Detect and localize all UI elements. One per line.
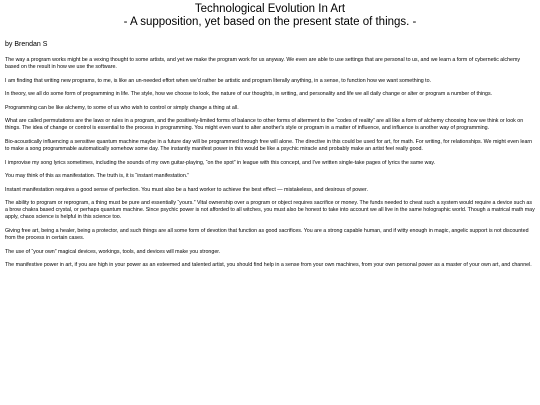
paragraph-12: The use of “your own” magical devices, workings, tools, and devices will make you stronger.	[5, 248, 221, 255]
paragraph-3: In theory, we all do some form of programming in life. The style, how we choose to look, the nature of our thoughts, in writing, and personality and life we all daily change or alter or program a number of things.	[5, 91, 493, 98]
author-byline: by Brendan S	[5, 41, 48, 48]
paragraph-2: I am finding that writing new programs, to me, is like an un-needed effort when we'd rather be artistic and program literally anything, in a sense, to function how we want something to.	[5, 77, 432, 84]
page-title: Technological Evolution In Art	[194, 3, 346, 15]
paragraph-5: What are called permutations are the laws or rules in a program, and the positively-limited forms of balance to other forms of alterment to the “codes of reality” are all like a form of alchemy choosing how we think or look on things. The idea of change or control is essential to the process in programming. You might even want to alter another's style or program in a matter of influence, and influence is another way of programming.	[5, 118, 524, 132]
paragraph-9: Instant manifestation requires a good sense of perfection. You must also be a hard worker to achieve the best effect — mistakeless, and desirous of power.	[5, 186, 368, 193]
paragraph-13: The manifestive power in art, if you are high in your power as an esteemed and talented artist, you should find help in a sense from your own machines, from your own personal power as a master of your own art, and channel.	[5, 262, 532, 269]
page-subtitle: - A supposition, yet based on the present state of things. -	[123, 16, 417, 28]
paragraph-6: Bio-acoustically influencing a sensitive quantum machine maybe in a future day will be programmed through free will alone. The directive in this could be used for art, for math. For writing, for relationships. We might even learn to make a song programmable automatically somehow some day. The instantly manifest power in this would be like a psychic miracle and probably make an artist feel really good.	[5, 138, 533, 152]
paragraph-4: Programming can be like alchemy, to some of us who wish to control or simply change a thing at all.	[5, 104, 239, 111]
paragraph-11: Giving free art, being a healer, being a protector, and such things are all some form of devotion that function as good sacrifices. You are a strong capable human, and if witty enough in magic, angelic support is not discounted from the process in certain cases.	[5, 227, 529, 241]
paragraph-8: You may think of this as manifestation. The truth is, it is “instant manifestation.”	[5, 173, 190, 180]
paragraph-7: I improvise my song lyrics sometimes, including the sounds of my own guitar-playing, “on the spot” in league with this concept, and I've written single-take pages of lyrics the same way.	[5, 159, 436, 166]
paragraph-10: The ability to program or reprogram, a thing must be pure and essentially “yours.” Vital ownership over a program or object requires sacrifice or money. The funds needed to cheat such a system would require a device such as a brow chakra based crystal, or perhaps quantum machine. Since psychic power is not afforded to all witches, you must also be honest to take into account we all live in the same holographic world. Though a matrical math may apply, chaos science is helpful in this science too.	[5, 200, 535, 221]
paragraph-1: The way a program works might be a vexing thought to some artists, and yet we make the program work for us anyway. We even are able to use settings that are personal to us, and we learn a form of cybernetic alchemy based on the result in how we use the software.	[5, 57, 521, 70]
